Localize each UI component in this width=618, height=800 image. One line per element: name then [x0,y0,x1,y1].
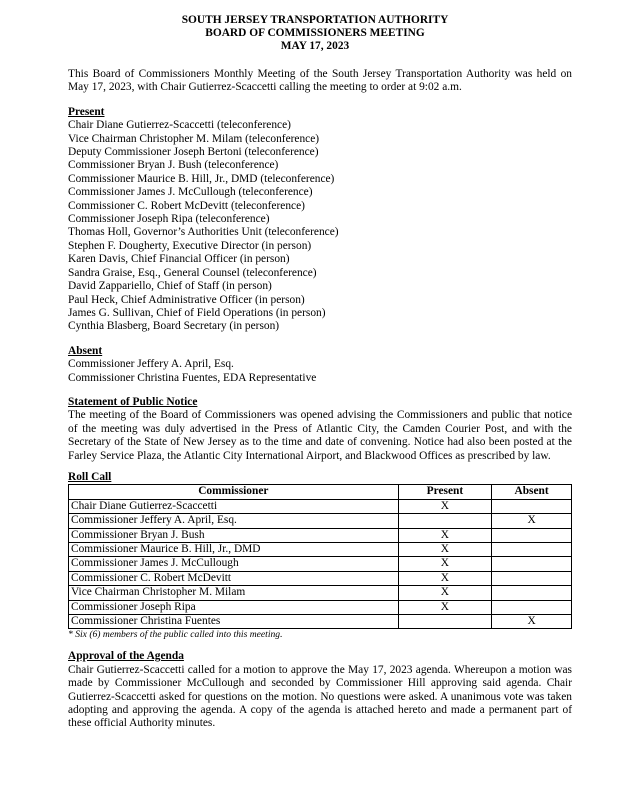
row-present: X [398,528,492,542]
row-name: Commissioner Maurice B. Hill, Jr., DMD [69,543,399,557]
present-heading: Present [68,105,105,118]
row-name: Commissioner Joseph Ripa [69,600,399,614]
row-present: X [398,543,492,557]
intro-paragraph: This Board of Commissioners Monthly Meeting of the South Jersey Transportation Authority was held on May 17, 2023, with Chair Gutierrez-Scaccetti calling the meeting to order at 9:02 a.m. [68,68,572,94]
row-present [398,514,492,528]
roll-call-table [68,484,572,629]
roll-call-heading: Roll Call [68,470,112,483]
absent-heading: Absent [68,344,103,357]
row-absent [492,543,572,557]
table-row [69,499,572,513]
row-absent: X [492,514,572,528]
header-absent: Absent [492,485,572,499]
table-row [69,586,572,600]
list-item: Karen Davis, Chief Financial Officer (in person) [68,253,290,266]
list-item: David Zappariello, Chief of Staff (in person) [68,280,272,293]
row-name: Chair Diane Gutierrez-Scaccetti [69,499,399,513]
list-item: Commissioner Maurice B. Hill, Jr., DMD (teleconference) [68,172,335,185]
public-notice-paragraph: The meeting of the Board of Commissioners was opened advising the Commissioners and public that notice of the meeting was duly advertised in the Press of Atlantic City, the Camden Courier Post, and with the Secretary of the State of New Jersey as to the time and date of convening. Notice had also been posted at the Farley Service Plaza, the Atlantic City International Airport, and Blackwood Offices as prescribed by law. [68,409,572,462]
roll-call-footnote: * Six (6) members of the public called into this meeting. [68,629,283,641]
present-list [68,119,572,334]
table-row [69,543,572,557]
list-item: Commissioner Joseph Ripa (teleconference) [68,213,270,226]
list-item: Commissioner James J. McCullough (teleconference) [68,186,313,199]
row-name: Commissioner James J. McCullough [69,557,399,571]
row-present: X [398,557,492,571]
list-item: Sandra Graise, Esq., General Counsel (teleconference) [68,266,317,279]
header-meeting: BOARD OF COMMISSIONERS MEETING [205,27,425,39]
agenda-heading: Approval of the Agenda [68,650,184,663]
list-item: Cynthia Blasberg, Board Secretary (in person) [68,320,280,333]
row-absent: X [492,615,572,629]
row-absent [492,586,572,600]
list-item: James G. Sullivan, Chief of Field Operations (in person) [68,306,326,319]
list-item: Chair Diane Gutierrez-Scaccetti (teleconference) [68,119,291,132]
list-item: Thomas Holl, Governor’s Authorities Unit (teleconference) [68,226,339,239]
list-item: Vice Chairman Christopher M. Milam (teleconference) [68,132,320,145]
header-commissioner: Commissioner [69,485,399,499]
document-header [58,14,572,53]
table-row [69,528,572,542]
list-item: Commissioner C. Robert McDevitt (teleconference) [68,199,305,212]
row-present [398,615,492,629]
list-item: Commissioner Christina Fuentes, EDA Representative [68,371,317,384]
row-present: X [398,571,492,585]
row-present: X [398,586,492,600]
row-present: X [398,600,492,614]
row-absent [492,571,572,585]
header-present: Present [398,485,492,499]
absent-list [68,358,572,385]
table-row [69,600,572,614]
header-date: MAY 17, 2023 [280,40,350,52]
row-name: Commissioner C. Robert McDevitt [69,571,399,585]
row-absent [492,528,572,542]
row-name: Commissioner Jeffery A. April, Esq. [69,514,399,528]
list-item: Stephen F. Dougherty, Executive Director (in person) [68,239,312,252]
list-item: Commissioner Jeffery A. April, Esq. [68,358,234,371]
row-name: Commissioner Christina Fuentes [69,615,399,629]
agenda-paragraph: Chair Gutierrez-Scaccetti called for a motion to approve the May 17, 2023 agenda. Whereupon a motion was made by Commissioner McCullough and seconded by Commissioner Hill approving said agenda. Chair Gutierrez-Scaccetti asked for questions on the motion. No questions were asked. A unanimous vote was taken adopting and approving the agenda. A copy of the agenda is attached hereto and made a permanent part of these official Authority minutes. [68,663,572,730]
row-absent [492,600,572,614]
public-notice-heading: Statement of Public Notice [68,395,198,408]
list-item: Deputy Commissioner Joseph Bertoni (teleconference) [68,146,319,159]
table-row [69,571,572,585]
row-present: X [398,499,492,513]
row-name: Commissioner Bryan J. Bush [69,528,399,542]
table-row [69,615,572,629]
list-item: Paul Heck, Chief Administrative Officer (in person) [68,293,305,306]
table-header-row [69,485,572,499]
row-absent [492,499,572,513]
table-row [69,514,572,528]
table-row [69,557,572,571]
row-name: Vice Chairman Christopher M. Milam [69,586,399,600]
row-absent [492,557,572,571]
header-org: SOUTH JERSEY TRANSPORTATION AUTHORITY [181,14,449,26]
list-item: Commissioner Bryan J. Bush (teleconference) [68,159,279,172]
